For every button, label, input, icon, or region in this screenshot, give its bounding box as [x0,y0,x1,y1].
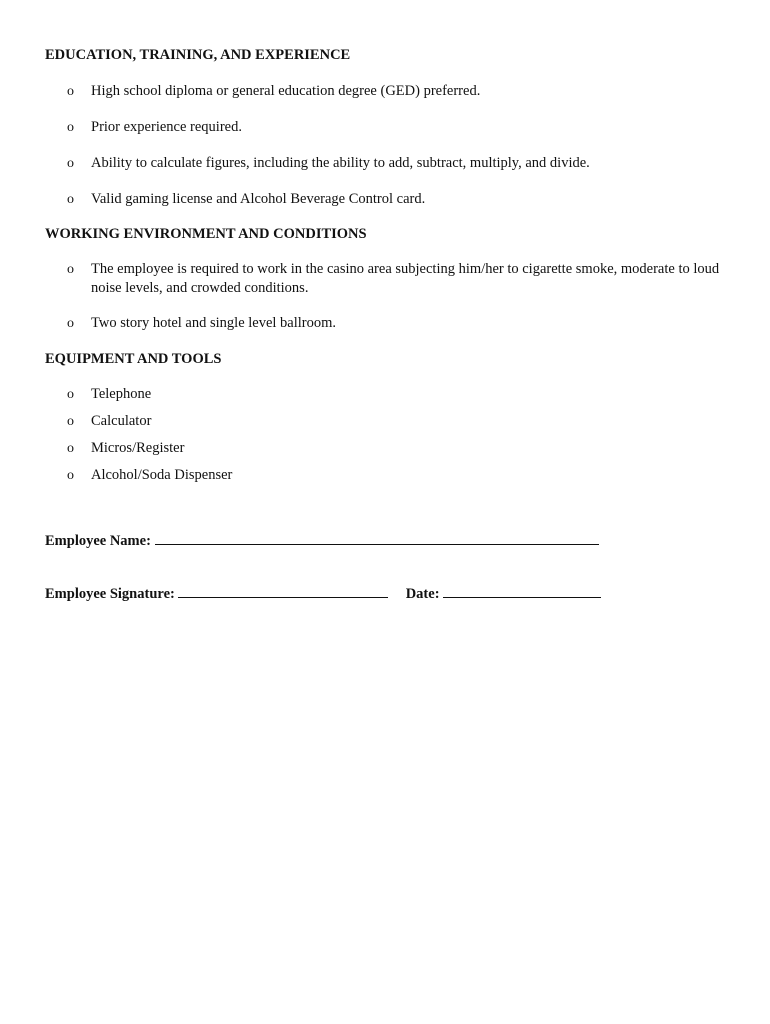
bullet-icon: o [67,316,74,331]
date-field[interactable] [443,583,601,598]
bullet-icon: o [67,262,74,277]
date-label: Date: [405,586,440,602]
bullet-icon: o [67,84,74,99]
list-item: Valid gaming license and Alcohol Beverage Control card. [91,191,426,207]
employee-signature-row [45,583,601,603]
list-item: Calculator [91,413,152,429]
section-heading-equipment: EQUIPMENT AND TOOLS [45,351,222,367]
bullet-icon: o [67,192,74,207]
list-item: High school diploma or general education degree (GED) preferred. [91,83,481,99]
bullet-icon: o [67,156,74,171]
employee-signature-label: Employee Signature: [45,586,175,602]
section-heading-education: EDUCATION, TRAINING, AND EXPERIENCE [45,47,351,63]
employee-name-row [45,530,599,550]
list-item: Micros/Register [91,440,185,456]
bullet-icon: o [67,441,74,456]
list-item: The employee is required to work in the casino area subjecting him/her to cigarette smoke, moderate to loud noise levels, and crowded conditions. [91,261,720,296]
list-item: Two story hotel and single level ballroom. [91,315,337,331]
list-item: Telephone [91,386,152,402]
bullet-icon: o [67,468,74,483]
employee-signature-field[interactable] [178,583,388,598]
list-item: Ability to calculate figures, including the ability to add, subtract, multiply, and divide. [91,155,590,171]
list-item: Prior experience required. [91,119,242,135]
bullet-icon: o [67,414,74,429]
list-item: Alcohol/Soda Dispenser [91,467,233,483]
bullet-icon: o [67,387,74,402]
section-heading-environment: WORKING ENVIRONMENT AND CONDITIONS [45,226,367,242]
bullet-icon: o [67,120,74,135]
employee-name-label: Employee Name: [45,533,151,549]
employee-name-field[interactable] [155,530,599,545]
